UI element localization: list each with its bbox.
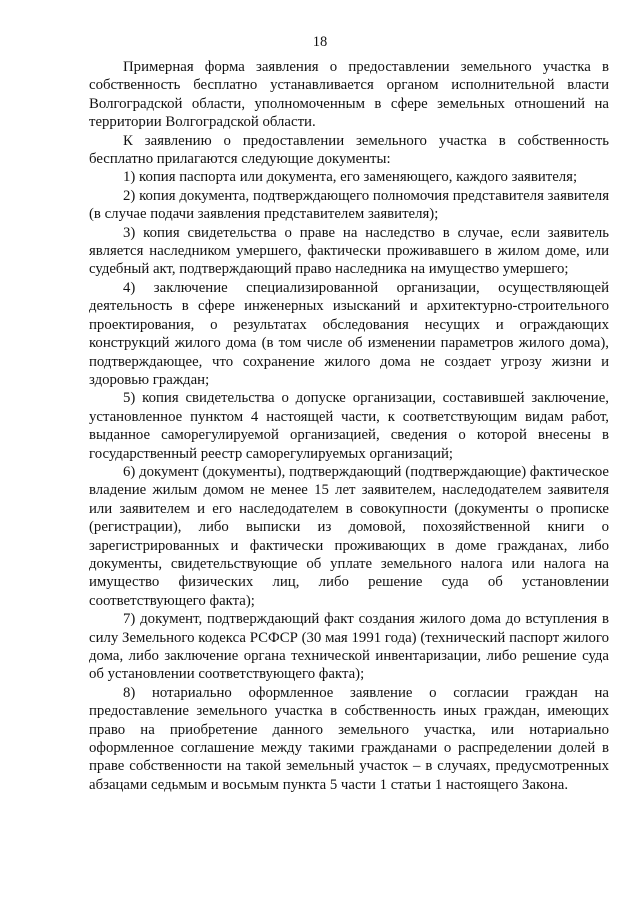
page-number: 18 — [312, 34, 328, 50]
document-body — [89, 58, 609, 794]
list-item-1: 1) копия паспорта или документа, его заменяющего, каждого заявителя; — [123, 169, 578, 186]
list-item-3: 3) копия свидетельства о праве на наследство в случае, если заявитель является наследником умершего, фактически проживавшего в жилом доме, или судебный акт, подтверждающий право наследника на имущество умершего; — [89, 224, 609, 278]
list-item-7: 7) документ, подтверждающий факт создания жилого дома до вступления в силу Земельного кодекса РСФСР (30 мая 1991 года) (технический паспорт жилого дома, либо заключение органа технической инвентаризации, либо решение суда об установлении соответствующего факта); — [89, 611, 609, 683]
list-item-8: 8) нотариально оформленное заявление о согласии граждан на предоставление земельного участка в собственность иных граждан, имеющих право на приобретение данного земельного участка, или нотариально оформленное соглашение между такими гражданами о распределении долей в праве собственности на такой земельный участок – в случаях, предусмотренных абзацами седьмым и восьмым пункта 5 части 1 статьи 1 настоящего Закона. — [89, 684, 609, 793]
list-item-5: 5) копия свидетельства о допуске организации, составившей заключение, установленное пунктом 4 настоящей части, к соответствующим видам работ, выданное саморегулируемой организацией, сведения о которой внесены в государственный реестр саморегулируемых организаций; — [89, 390, 609, 462]
paragraph-intro-form: Примерная форма заявления о предоставлении земельного участка в собственность бесплатно устанавливается органом исполнительной власти Волгоградской области, уполномоченным в сфере земельных отношений на территории Волгоградской области. — [89, 59, 609, 131]
list-item-2: 2) копия документа, подтверждающего полномочия представителя заявителя (в случае подачи заявления представителем заявителя); — [89, 187, 609, 223]
paragraph-attached-documents: К заявлению о предоставлении земельного участка в собственность бесплатно прилагаются следующие документы: — [89, 132, 609, 168]
list-item-6: 6) документ (документы), подтверждающий (подтверждающие) фактическое владение жилым домом не менее 15 лет заявителем, наследодателем заявителя или заявителем и его наследодателем в совокупности (документы о прописке (регистрации), либо выписки из домовой, похозяйственной книги о зарегистрированных и фактически проживающих в доме гражданах, либо документы, свидетельствующие об уплате земельного налога или налога на имущество физических лиц, либо решение суда об установлении соответствующего факта); — [89, 463, 609, 609]
list-item-4: 4) заключение специализированной организации, осуществляющей деятельность в сфере инженерных изысканий и архитектурно-строительного проектирования, о результатах обследования несущих и ограждающих конструкций жилого дома (в том числе об изменении параметров жилого дома), подтверждающее, что сохранение жилого дома не создает угрозу жизни и здоровью граждан; — [89, 279, 609, 388]
